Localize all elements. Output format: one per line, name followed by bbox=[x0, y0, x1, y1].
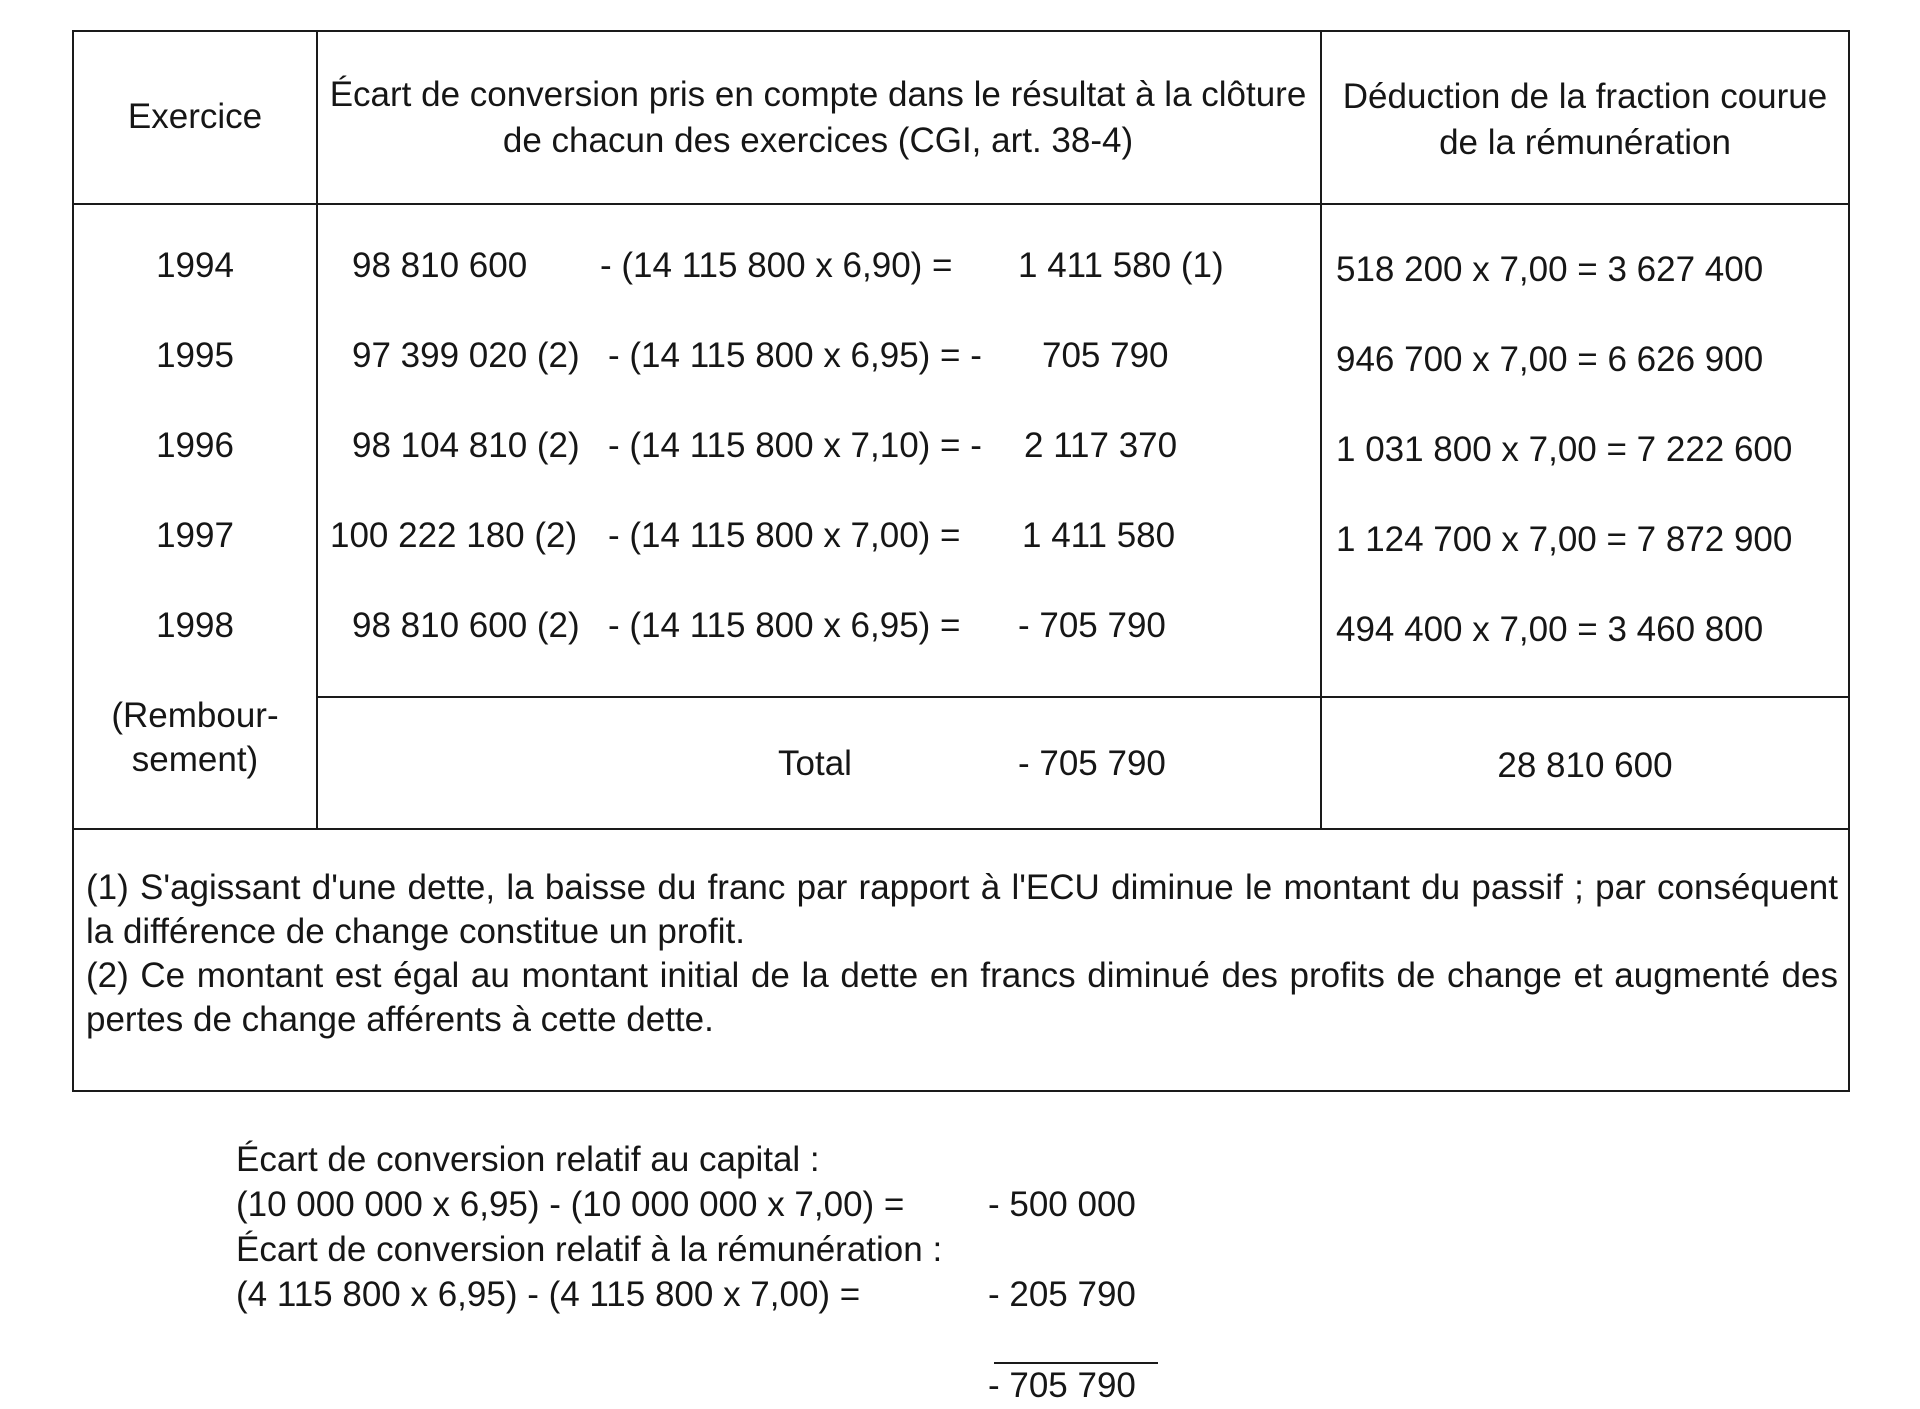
row-resultat: 705 790 bbox=[1042, 336, 1169, 375]
notes-divider bbox=[72, 828, 1850, 830]
row-resultat: 2 117 370 bbox=[1024, 426, 1178, 465]
footnote-1: (1) S'agissant d'une dette, la baisse du franc par rapport à l'ECU diminue le montant du passif ; par conséquent la différence de change constitue un profit. bbox=[86, 868, 1838, 951]
row-resultat: 1 411 580 (1) bbox=[1018, 246, 1224, 285]
remuneration-value: - 205 790 bbox=[988, 1275, 1136, 1314]
footnote-2: (2) Ce montant est égal au montant initial de la dette en francs diminué des profits de change et augmenté des pertes de change afférents à cette dette. bbox=[86, 956, 1838, 1039]
row-year: 1995 bbox=[156, 336, 234, 375]
header-exercice: Exercice bbox=[127, 97, 263, 136]
capital-label: Écart de conversion relatif au capital : bbox=[236, 1140, 820, 1179]
row-deduction: 946 700 x 7,00 = 6 626 900 bbox=[1336, 340, 1764, 379]
row-operation: - (14 115 800 x 7,10) = - bbox=[608, 426, 982, 465]
remboursement-label-line2: sement) bbox=[131, 740, 259, 779]
row-operation: - (14 115 800 x 6,90) = bbox=[600, 246, 953, 285]
row-deduction: 1 031 800 x 7,00 = 7 222 600 bbox=[1336, 430, 1793, 469]
row-deduction: 494 400 x 7,00 = 3 460 800 bbox=[1336, 610, 1764, 649]
header-ecart-conversion: Écart de conversion pris en compte dans le résultat à la clôture de chacun des exercices (CGI, art. 38-4) bbox=[329, 75, 1307, 160]
total-deduction-value: 28 810 600 bbox=[1497, 746, 1673, 785]
row-deduction: 1 124 700 x 7,00 = 7 872 900 bbox=[1336, 520, 1793, 559]
remboursement-label-line1: (Rembour- bbox=[111, 696, 279, 735]
row-montant: 98 810 600 bbox=[352, 246, 528, 285]
row-operation: - (14 115 800 x 6,95) = - bbox=[608, 336, 982, 375]
row-resultat: 1 411 580 bbox=[1022, 516, 1176, 555]
header-deduction: Déduction de la fraction courue de la rémunération bbox=[1342, 77, 1828, 162]
row-montant: 100 222 180 (2) bbox=[330, 516, 578, 555]
summary-total-value: - 705 790 bbox=[988, 1366, 1136, 1405]
row-resultat: - 705 790 bbox=[1018, 606, 1166, 645]
remuneration-formula: (4 115 800 x 6,95) - (4 115 800 x 7,00) = bbox=[236, 1275, 861, 1314]
total-label: Total bbox=[778, 744, 852, 783]
row-year: 1998 bbox=[156, 606, 234, 645]
row-montant: 98 104 810 (2) bbox=[352, 426, 580, 465]
row-montant: 98 810 600 (2) bbox=[352, 606, 580, 645]
row-operation: - (14 115 800 x 6,95) = bbox=[608, 606, 961, 645]
capital-value: - 500 000 bbox=[988, 1185, 1136, 1224]
remuneration-label: Écart de conversion relatif à la rémunération : bbox=[236, 1230, 943, 1269]
row-year: 1997 bbox=[156, 516, 234, 555]
total-row-divider bbox=[316, 696, 1850, 698]
total-ecart-value: - 705 790 bbox=[1018, 744, 1166, 783]
row-montant: 97 399 020 (2) bbox=[352, 336, 580, 375]
row-year: 1996 bbox=[156, 426, 234, 465]
table-footnotes bbox=[86, 866, 1838, 1042]
capital-formula: (10 000 000 x 6,95) - (10 000 000 x 7,00) = bbox=[236, 1185, 905, 1224]
row-deduction: 518 200 x 7,00 = 3 627 400 bbox=[1336, 250, 1764, 289]
row-year: 1994 bbox=[156, 246, 234, 285]
row-operation: - (14 115 800 x 7,00) = bbox=[608, 516, 961, 555]
header-divider bbox=[72, 203, 1850, 205]
